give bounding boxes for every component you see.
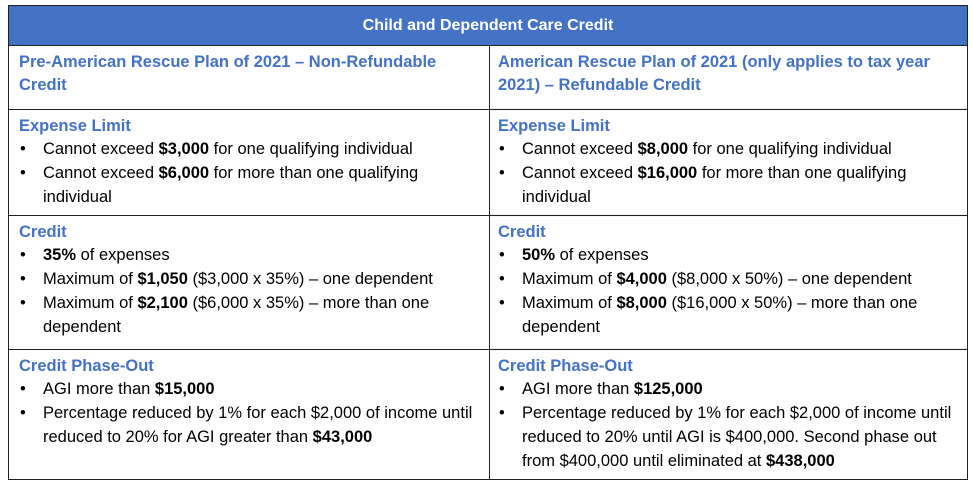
section-cell-left bbox=[9, 216, 490, 350]
bullet-item bbox=[498, 137, 959, 161]
bullet-item bbox=[19, 291, 481, 339]
bullet-post-text: of expenses bbox=[76, 246, 170, 264]
bullet-pre-text: Percentage reduced by 1% for each $2,000 of income until reduced to 20% until AGI is $400,000. Second phase out from $400,000 until eliminated at bbox=[522, 404, 952, 470]
bullet-post-text: for one qualifying individual bbox=[209, 140, 413, 158]
bullet-item bbox=[19, 161, 481, 209]
bullet-post-text: of expenses bbox=[555, 246, 649, 264]
bullet-pre-text: Cannot exceed bbox=[43, 164, 159, 182]
bullet-post-text: for more than one qualifying individual bbox=[522, 164, 907, 206]
section-row-credit bbox=[9, 215, 967, 350]
bullet-bold-text: $2,100 bbox=[137, 294, 188, 312]
section-title: Credit Phase-Out bbox=[498, 357, 633, 375]
bullet-post-text: ($16,000 x 50%) – more than one dependent bbox=[522, 294, 918, 336]
bullet-bold-text: $8,000 bbox=[616, 294, 667, 312]
bullet-pre-text: Percentage reduced by 1% for each $2,000 of income until reduced to 20% for AGI greater than bbox=[43, 404, 473, 446]
bullet-pre-text: Maximum of bbox=[43, 294, 138, 312]
section-cell-left bbox=[9, 350, 490, 480]
section-cell-right bbox=[490, 110, 967, 216]
bullet-pre-text: Maximum of bbox=[522, 294, 617, 312]
section-cell-right bbox=[490, 350, 967, 480]
bullet-bold-text: $15,000 bbox=[154, 380, 215, 398]
bullet-bold-text: $43,000 bbox=[312, 428, 373, 446]
bullet-post-text: for one qualifying individual bbox=[688, 140, 892, 158]
section-title: Credit Phase-Out bbox=[19, 357, 154, 375]
section-cell-left bbox=[9, 110, 490, 216]
bullet-pre-text: AGI more than bbox=[522, 380, 634, 398]
bullet-item bbox=[19, 137, 481, 161]
bullet-bold-text: $1,050 bbox=[137, 270, 188, 288]
bullet-list bbox=[498, 243, 959, 339]
bullet-pre-text: Cannot exceed bbox=[43, 140, 159, 158]
bullet-pre-text: Maximum of bbox=[522, 270, 617, 288]
bullet-item bbox=[19, 377, 481, 401]
bullet-bold-text: $438,000 bbox=[765, 452, 835, 470]
bullet-pre-text: Cannot exceed bbox=[522, 164, 638, 182]
bullet-list bbox=[498, 377, 959, 473]
section-title: Credit bbox=[19, 223, 67, 241]
section-title: Credit bbox=[498, 223, 546, 241]
bullet-item bbox=[498, 401, 959, 473]
bullet-pre-text: Cannot exceed bbox=[522, 140, 638, 158]
section-title: Expense Limit bbox=[19, 117, 131, 135]
bullet-item bbox=[498, 377, 959, 401]
section-title: Expense Limit bbox=[498, 117, 610, 135]
bullet-item bbox=[19, 243, 481, 267]
bullet-bold-text: $8,000 bbox=[637, 140, 689, 158]
bullet-item bbox=[498, 267, 959, 291]
bullet-pre-text: AGI more than bbox=[43, 380, 155, 398]
bullet-list bbox=[19, 137, 481, 209]
bullet-post-text: ($3,000 x 35%) – one dependent bbox=[187, 270, 433, 288]
bullet-item bbox=[19, 401, 481, 449]
bullet-pre-text: Maximum of bbox=[43, 270, 138, 288]
column-header-left-text: Pre-American Rescue Plan of 2021 – Non-Refundable Credit bbox=[19, 53, 437, 94]
bullet-bold-text: 35% bbox=[43, 246, 77, 264]
column-header-row bbox=[9, 45, 967, 110]
table-title: Child and Dependent Care Credit bbox=[9, 6, 967, 45]
column-header-right-text: American Rescue Plan of 2021 (only applies to tax year 2021) – Refundable Credit bbox=[498, 53, 930, 94]
section-row-phase-out bbox=[9, 349, 967, 480]
bullet-item bbox=[498, 291, 959, 339]
bullet-item bbox=[498, 161, 959, 209]
bullet-bold-text: $3,000 bbox=[158, 140, 210, 158]
column-header-left bbox=[9, 46, 490, 110]
column-header-right bbox=[490, 46, 967, 110]
care-credit-table bbox=[8, 5, 968, 480]
bullet-post-text: ($8,000 x 50%) – one dependent bbox=[666, 270, 912, 288]
bullet-bold-text: $6,000 bbox=[158, 164, 210, 182]
bullet-bold-text: 50% bbox=[522, 246, 556, 264]
bullet-list bbox=[19, 243, 481, 339]
bullet-item bbox=[19, 267, 481, 291]
section-row-expense-limit bbox=[9, 109, 967, 216]
bullet-list bbox=[498, 137, 959, 209]
bullet-bold-text: $16,000 bbox=[637, 164, 698, 182]
bullet-bold-text: $125,000 bbox=[633, 380, 703, 398]
bullet-item bbox=[498, 243, 959, 267]
section-cell-right bbox=[490, 216, 967, 350]
bullet-list bbox=[19, 377, 481, 449]
bullet-bold-text: $4,000 bbox=[616, 270, 667, 288]
bullet-post-text: for more than one qualifying individual bbox=[43, 164, 419, 206]
bullet-post-text: ($6,000 x 35%) – more than one dependent bbox=[43, 294, 430, 336]
